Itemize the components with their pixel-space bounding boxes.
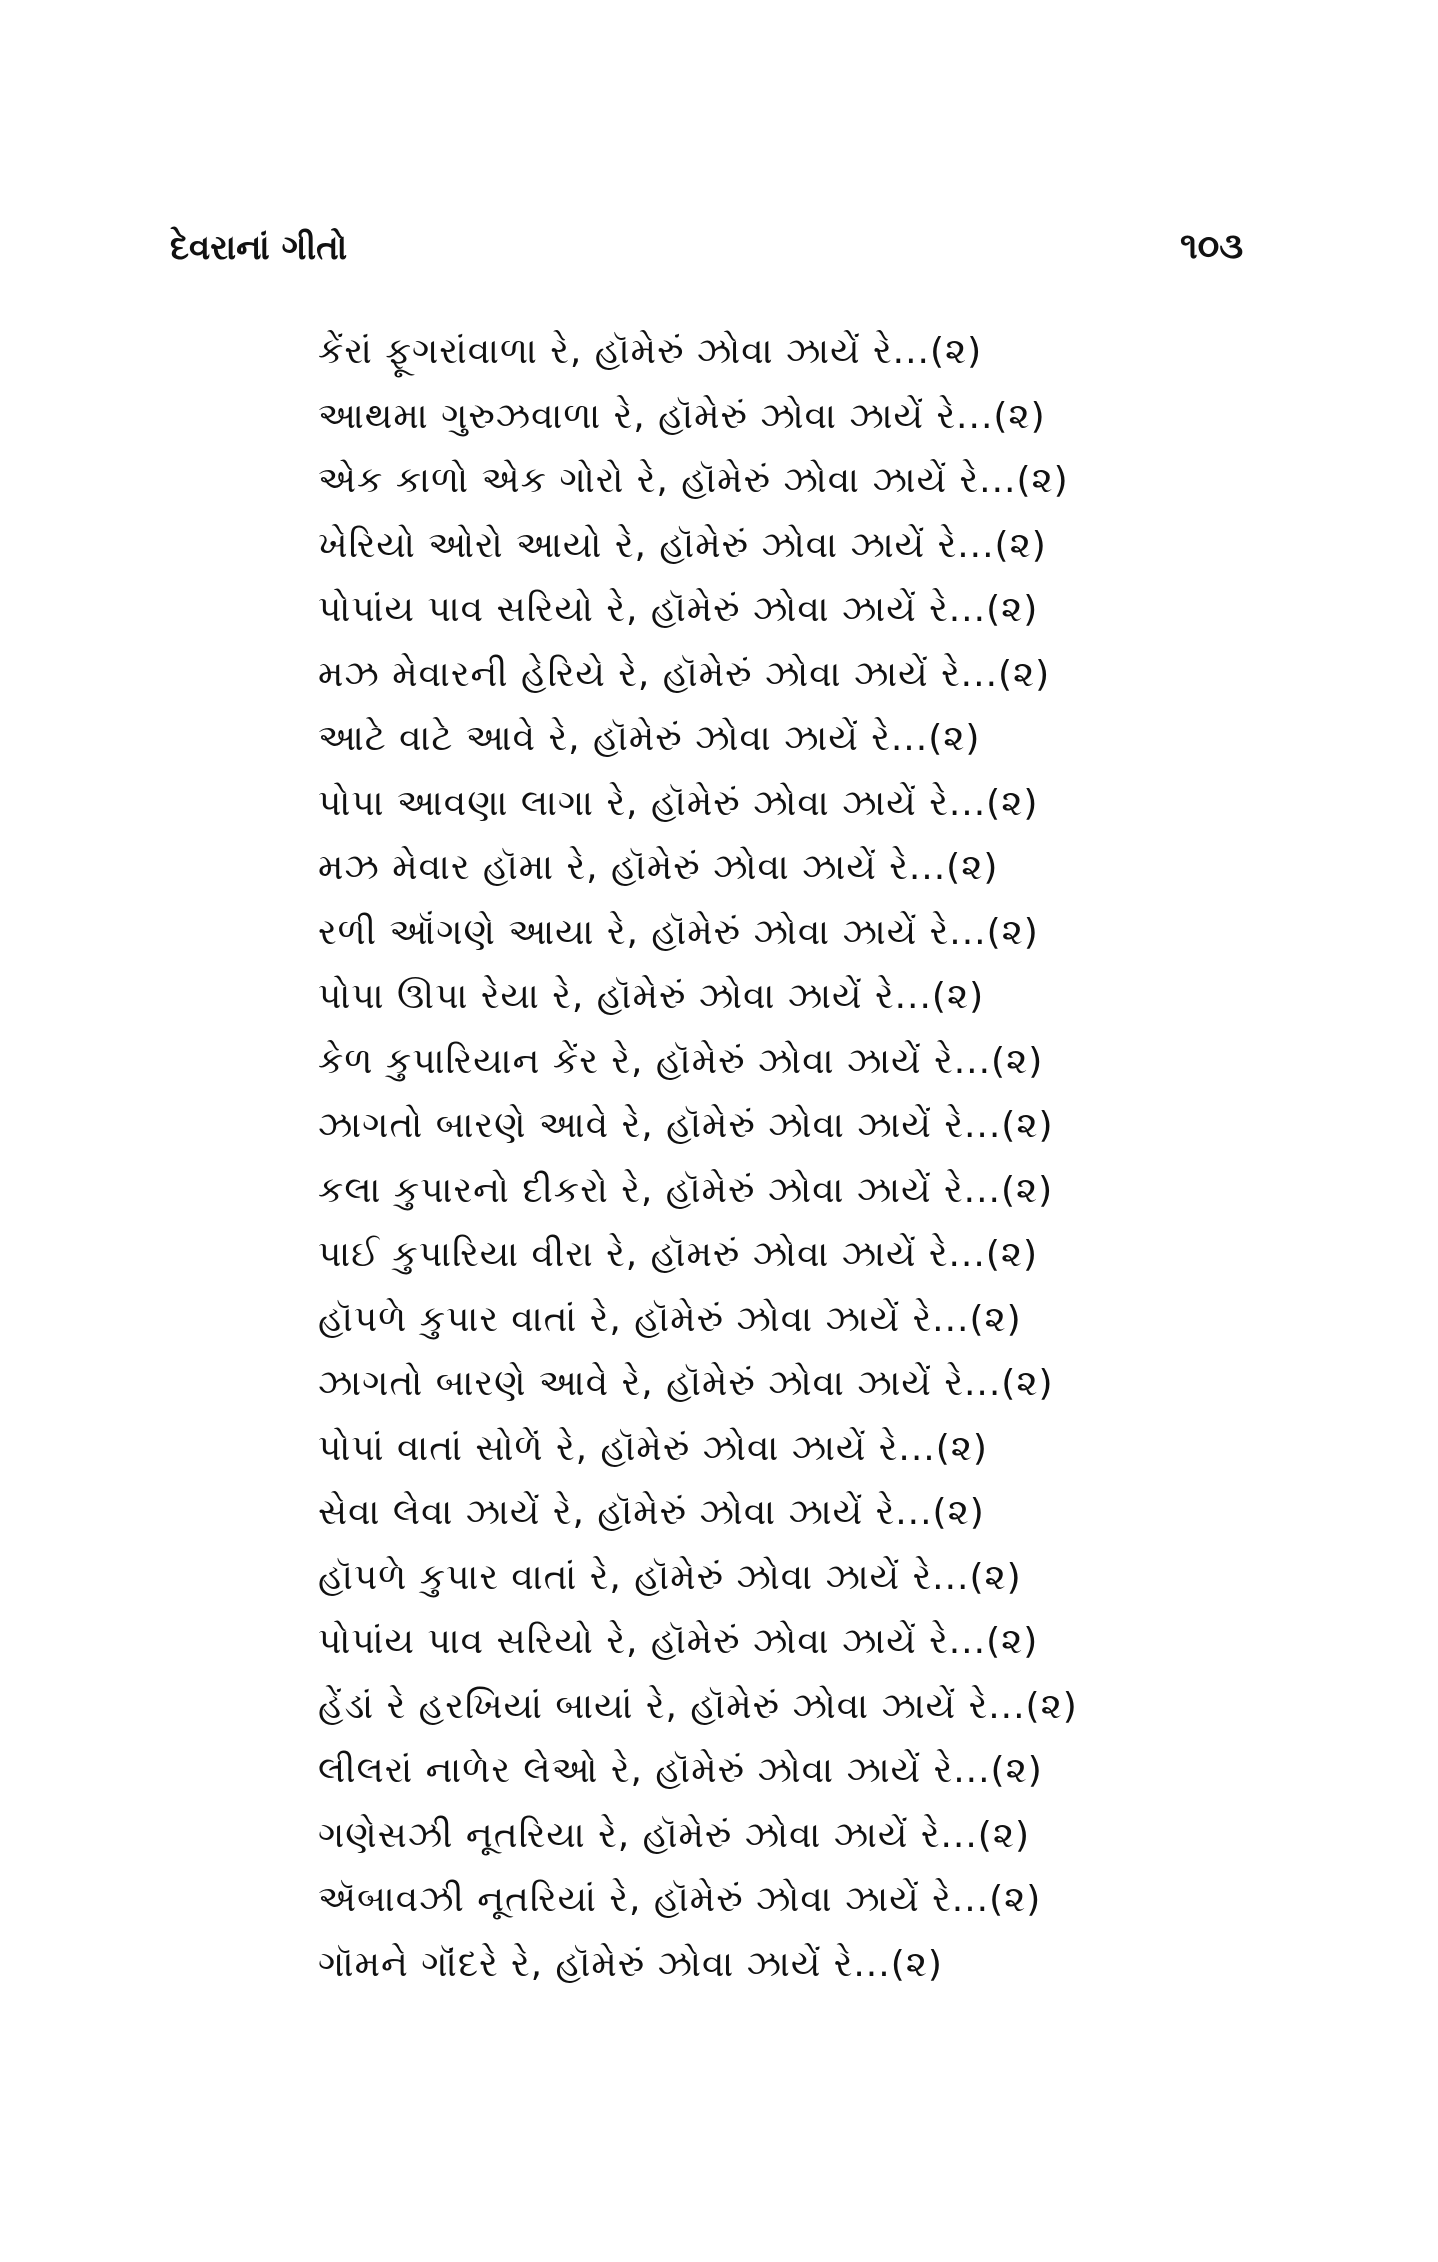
verse-line: કેંરાં ફૂગરાંવાળા રે, હૉમેરું ઝોવા ઝાયેં રે...(૨) (318, 331, 983, 372)
verse-line: કલા કુપારનો દીકરો રે, હૉમેરું ઝોવા ઝાયેં રે...(૨) (318, 1169, 1054, 1211)
verse-line: મઝ મેવારની હેરિયે રે, હૉમેરું ઝોવા ઝાયેં રે...(૨) (318, 653, 1051, 695)
verse-line: ગૉમને ગૉંદરે રે, હૉમેરું ઝોવા ઝાયેં રે...(૨) (318, 1943, 943, 1985)
verse-line: પાઈ કુપારિયા વીરા રે, હૉમરું ઝોવા ઝાયેં રે...(૨) (318, 1234, 1039, 1275)
verse-line: એક કાળો એક ગોરો રે, હૉમેરું ઝોવા ઝાયેં રે...(૨) (318, 460, 1069, 501)
verse-line: મઝ મેવાર હૉમા રે, હૉમેરું ઝોવા ઝાયેં રે...(૨) (318, 847, 999, 888)
page-number: ૧૦૩ (1180, 226, 1244, 267)
verse-line: પોપાંય પાવ સરિયો રે, હૉમેરું ઝોવા ઝાયેં રે...(૨) (318, 589, 1039, 630)
verse-line: હૉપળે કુપાર વાતાં રે, હૉમેરું ઝોવા ઝાયેં રે...(૨) (318, 1556, 1022, 1598)
verse-line: પોપા ઊપા રેયા રે, હૉમેરું ઝોવા ઝાયેં રે...(૨) (318, 976, 985, 1017)
running-title: દેવરાનાં ગીતો (170, 228, 348, 268)
verse-line: આટે વાટે આવે રે, હૉમેરું ઝોવા ઝાયેં રે...(૨) (318, 718, 981, 759)
verse-list (318, 320, 1318, 1997)
verse-line: હેંડાં રે હરખિયાં બાયાં રે, હૉમેરું ઝોવા ઝાયેં રે...(૨) (318, 1685, 1078, 1727)
verse-line: લીલરાં નાળેર લેઓ રે, હૉમેરું ઝોવા ઝાયેં રે...(૨) (318, 1750, 1043, 1791)
verse-line: ઝાગતો બારણે આવે રે, હૉમેરું ઝોવા ઝાયેં રે...(૨) (318, 1105, 1054, 1146)
verse-line: ગણેસઝી નૂતરિયા રે, હૉમેરું ઝોવા ઝાયેં રે...(૨) (318, 1814, 1031, 1856)
verse-line: ઍબાવઝી નૂતરિયાં રે, હૉમેરું ઝોવા ઝાયેં રે...(૨) (318, 1879, 1042, 1920)
verse-line: આથમા ગુરુઝવાળા રે, હૉમેરું ઝોવા ઝાયેં રે...(૨) (318, 395, 1046, 437)
verse-line: પોપાં વાતાં સોળેં રે, હૉમેરું ઝોવા ઝાયેં રે...(૨) (318, 1427, 988, 1469)
verse-line: પોપાંય પાવ સરિયો રે, હૉમેરું ઝોવા ઝાયેં રે...(૨) (318, 1621, 1039, 1662)
verse-line: રળી ઑંગણે આયા રે, હૉમેરું ઝોવા ઝાયેં રે...(૨) (318, 911, 1039, 953)
verse-line: હૉપળે કુપાર વાતાં રે, હૉમેરું ઝોવા ઝાયેં રે...(૨) (318, 1298, 1022, 1340)
verse-line: સેવા લેવા ઝાયેં રે, હૉમેરું ઝોવા ઝાયેં રે...(૨) (318, 1492, 985, 1533)
verse-line: ખેરિયો ઓરો આયો રે, હૉમેરું ઝોવા ઝાયેં રે...(૨) (318, 524, 1047, 566)
verse-line: ઝાગતો બારણે આવે રે, હૉમેરું ઝોવા ઝાયેં રે...(૨) (318, 1363, 1054, 1404)
verse-line: કેળ કુપારિયાન કેંર રે, હૉમેરું ઝોવા ઝાયેં રે...(૨) (318, 1040, 1044, 1082)
verse-line: પોપા આવણા લાગા રે, હૉમેરું ઝોવા ઝાયેં રે...(૨) (318, 782, 1039, 824)
